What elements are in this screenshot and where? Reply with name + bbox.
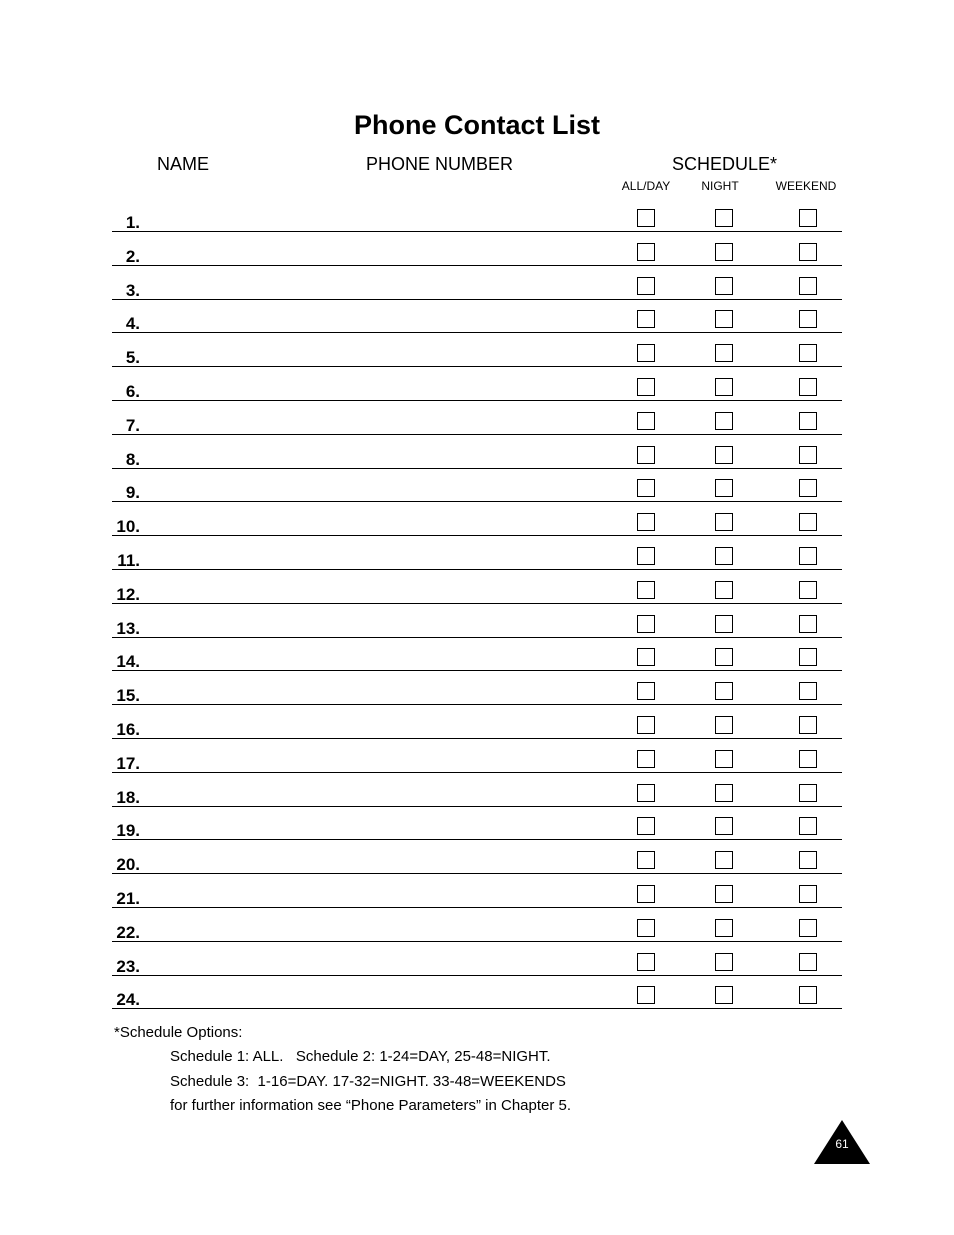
night-checkbox[interactable] xyxy=(715,919,733,937)
entry-line[interactable] xyxy=(112,299,842,300)
row-number: 18. xyxy=(116,788,140,807)
weekend-checkbox[interactable] xyxy=(799,581,817,599)
night-checkbox[interactable] xyxy=(715,750,733,768)
row-number: 12. xyxy=(116,585,140,604)
all-day-checkbox[interactable] xyxy=(637,581,655,599)
contact-row xyxy=(0,479,954,513)
row-number: 22. xyxy=(116,923,140,942)
weekend-checkbox[interactable] xyxy=(799,547,817,565)
row-number: 2. xyxy=(125,247,140,266)
night-checkbox[interactable] xyxy=(715,615,733,633)
weekend-checkbox[interactable] xyxy=(799,209,817,227)
footnote-line: Schedule 1: ALL. Schedule 2: 1-24=DAY, 25-48=NIGHT. xyxy=(170,1048,551,1065)
night-checkbox[interactable] xyxy=(715,446,733,464)
entry-line[interactable] xyxy=(112,941,842,942)
row-number: 15. xyxy=(116,686,140,705)
night-checkbox[interactable] xyxy=(715,817,733,835)
weekend-checkbox[interactable] xyxy=(799,277,817,295)
entry-line[interactable] xyxy=(112,265,842,266)
all-day-checkbox[interactable] xyxy=(637,513,655,531)
night-checkbox[interactable] xyxy=(715,277,733,295)
weekend-checkbox[interactable] xyxy=(799,750,817,768)
entry-line[interactable] xyxy=(112,1008,842,1009)
all-day-checkbox[interactable] xyxy=(637,277,655,295)
all-day-checkbox[interactable] xyxy=(637,615,655,633)
row-number: 20. xyxy=(116,855,140,874)
night-checkbox[interactable] xyxy=(715,344,733,362)
entry-line[interactable] xyxy=(112,400,842,401)
entry-line[interactable] xyxy=(112,873,842,874)
contact-row xyxy=(0,750,954,784)
contact-row xyxy=(0,986,954,1020)
weekend-checkbox[interactable] xyxy=(799,784,817,802)
all-day-checkbox[interactable] xyxy=(637,648,655,666)
night-checkbox[interactable] xyxy=(715,209,733,227)
contact-row xyxy=(0,648,954,682)
row-number: 6. xyxy=(125,382,140,401)
row-number: 16. xyxy=(116,720,140,739)
all-day-checkbox[interactable] xyxy=(637,209,655,227)
night-checkbox[interactable] xyxy=(715,885,733,903)
schedule-option-night: NIGHT xyxy=(701,179,739,193)
weekend-checkbox[interactable] xyxy=(799,648,817,666)
row-number: 13. xyxy=(116,619,140,638)
all-day-checkbox[interactable] xyxy=(637,919,655,937)
entry-line[interactable] xyxy=(112,569,842,570)
all-day-checkbox[interactable] xyxy=(637,953,655,971)
footnote-line: for further information see “Phone Parameters” in Chapter 5. xyxy=(170,1097,572,1114)
contact-row xyxy=(0,784,954,818)
entry-line[interactable] xyxy=(112,231,842,232)
footnote-heading: *Schedule Options: xyxy=(114,1024,243,1041)
row-number: 19. xyxy=(116,821,140,840)
contact-row xyxy=(0,547,954,581)
weekend-checkbox[interactable] xyxy=(799,953,817,971)
contact-row xyxy=(0,581,954,615)
row-number: 5. xyxy=(125,348,140,367)
night-checkbox[interactable] xyxy=(715,243,733,261)
all-day-checkbox[interactable] xyxy=(637,851,655,869)
contact-row xyxy=(0,378,954,412)
contact-row xyxy=(0,716,954,750)
entry-line[interactable] xyxy=(112,839,842,840)
all-day-checkbox[interactable] xyxy=(637,716,655,734)
weekend-checkbox[interactable] xyxy=(799,716,817,734)
contact-row xyxy=(0,615,954,649)
footnote-line: Schedule 3: 1-16=DAY. 17-32=NIGHT. 33-48=WEEKENDS xyxy=(170,1073,566,1090)
row-number: 3. xyxy=(125,281,140,300)
row-number: 7. xyxy=(125,416,140,435)
night-checkbox[interactable] xyxy=(715,513,733,531)
entry-line[interactable] xyxy=(112,637,842,638)
contact-row xyxy=(0,243,954,277)
all-day-checkbox[interactable] xyxy=(637,986,655,1004)
entry-line[interactable] xyxy=(112,434,842,435)
all-day-checkbox[interactable] xyxy=(637,750,655,768)
weekend-checkbox[interactable] xyxy=(799,885,817,903)
contact-row xyxy=(0,851,954,885)
contact-row xyxy=(0,310,954,344)
night-checkbox[interactable] xyxy=(715,648,733,666)
entry-line[interactable] xyxy=(112,366,842,367)
row-number: 14. xyxy=(116,652,140,671)
entry-line[interactable] xyxy=(112,806,842,807)
night-checkbox[interactable] xyxy=(715,953,733,971)
weekend-checkbox[interactable] xyxy=(799,615,817,633)
row-number: 24. xyxy=(116,990,140,1009)
contact-row xyxy=(0,682,954,716)
weekend-checkbox[interactable] xyxy=(799,446,817,464)
night-checkbox[interactable] xyxy=(715,682,733,700)
weekend-checkbox[interactable] xyxy=(799,682,817,700)
contact-row xyxy=(0,209,954,243)
weekend-checkbox[interactable] xyxy=(799,851,817,869)
page-title: Phone Contact List xyxy=(353,110,600,140)
night-checkbox[interactable] xyxy=(715,547,733,565)
night-checkbox[interactable] xyxy=(715,378,733,396)
page-number: 61 xyxy=(835,1137,849,1151)
row-number: 11. xyxy=(117,551,140,570)
night-checkbox[interactable] xyxy=(715,784,733,802)
row-number: 23. xyxy=(116,957,140,976)
row-number: 4. xyxy=(125,314,140,333)
page-number-badge xyxy=(814,1120,870,1164)
entry-line[interactable] xyxy=(112,704,842,705)
all-day-checkbox[interactable] xyxy=(637,817,655,835)
contact-row xyxy=(0,817,954,851)
weekend-checkbox[interactable] xyxy=(799,919,817,937)
all-day-checkbox[interactable] xyxy=(637,682,655,700)
all-day-checkbox[interactable] xyxy=(637,784,655,802)
entry-line[interactable] xyxy=(112,738,842,739)
contact-row xyxy=(0,412,954,446)
all-day-checkbox[interactable] xyxy=(637,412,655,430)
contact-row xyxy=(0,919,954,953)
night-checkbox[interactable] xyxy=(715,479,733,497)
contact-row xyxy=(0,513,954,547)
weekend-checkbox[interactable] xyxy=(799,479,817,497)
night-checkbox[interactable] xyxy=(715,986,733,1004)
night-checkbox[interactable] xyxy=(715,581,733,599)
all-day-checkbox[interactable] xyxy=(637,885,655,903)
row-number: 1. xyxy=(125,213,140,232)
contact-row xyxy=(0,344,954,378)
entry-line[interactable] xyxy=(112,772,842,773)
row-number: 17. xyxy=(116,754,140,773)
schedule-option-weekend: WEEKEND xyxy=(775,179,837,193)
schedule-option-all-day: ALL/DAY xyxy=(621,179,671,193)
entry-line[interactable] xyxy=(112,468,842,469)
all-day-checkbox[interactable] xyxy=(637,344,655,362)
weekend-checkbox[interactable] xyxy=(799,243,817,261)
row-number: 10. xyxy=(116,517,140,536)
weekend-checkbox[interactable] xyxy=(799,412,817,430)
weekend-checkbox[interactable] xyxy=(799,817,817,835)
all-day-checkbox[interactable] xyxy=(637,446,655,464)
entry-line[interactable] xyxy=(112,501,842,502)
all-day-checkbox[interactable] xyxy=(637,310,655,328)
night-checkbox[interactable] xyxy=(715,412,733,430)
contact-row xyxy=(0,953,954,987)
all-day-checkbox[interactable] xyxy=(637,243,655,261)
all-day-checkbox[interactable] xyxy=(637,378,655,396)
weekend-checkbox[interactable] xyxy=(799,344,817,362)
column-header-schedule: SCHEDULE* xyxy=(672,154,778,174)
weekend-checkbox[interactable] xyxy=(799,513,817,531)
entry-line[interactable] xyxy=(112,975,842,976)
night-checkbox[interactable] xyxy=(715,310,733,328)
column-header-name: NAME xyxy=(157,154,210,174)
entry-line[interactable] xyxy=(112,670,842,671)
column-header-phone-number: PHONE NUMBER xyxy=(366,154,514,174)
contact-row xyxy=(0,446,954,480)
row-number: 21. xyxy=(116,889,140,908)
all-day-checkbox[interactable] xyxy=(637,547,655,565)
weekend-checkbox[interactable] xyxy=(799,310,817,328)
contact-row xyxy=(0,277,954,311)
entry-line[interactable] xyxy=(112,535,842,536)
weekend-checkbox[interactable] xyxy=(799,986,817,1004)
entry-line[interactable] xyxy=(112,603,842,604)
night-checkbox[interactable] xyxy=(715,716,733,734)
entry-line[interactable] xyxy=(112,332,842,333)
row-number: 9. xyxy=(125,483,140,502)
weekend-checkbox[interactable] xyxy=(799,378,817,396)
entry-line[interactable] xyxy=(112,907,842,908)
contact-row xyxy=(0,885,954,919)
row-number: 8. xyxy=(125,450,140,469)
night-checkbox[interactable] xyxy=(715,851,733,869)
all-day-checkbox[interactable] xyxy=(637,479,655,497)
